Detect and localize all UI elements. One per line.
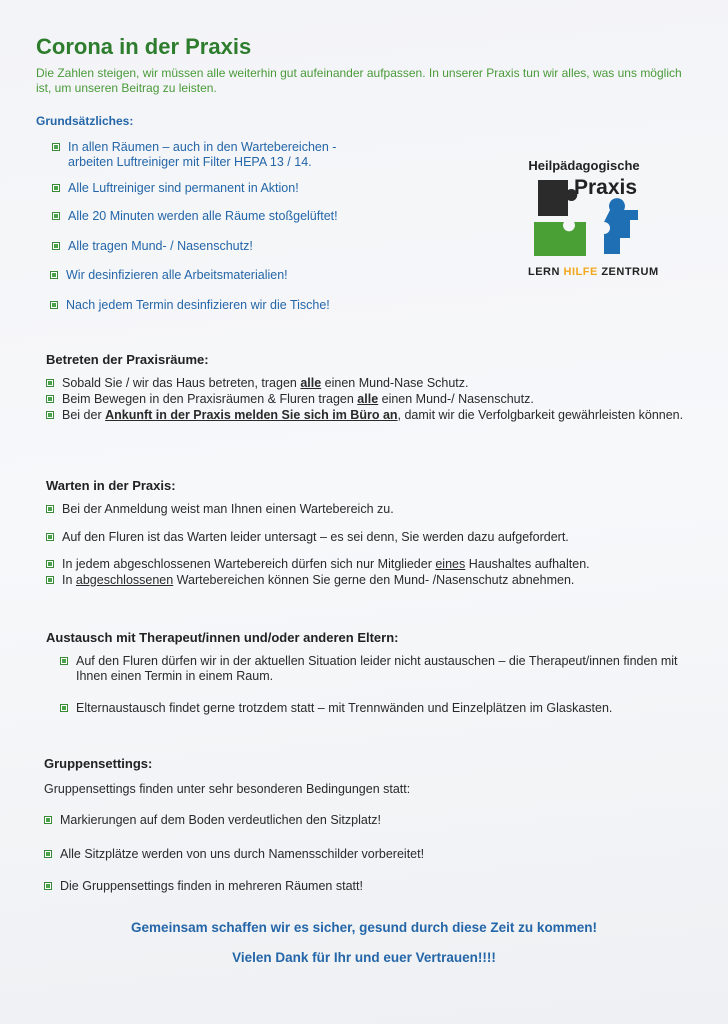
list-item: Nach jedem Termin desinfizieren wir die Tische! bbox=[50, 298, 330, 313]
bullet-icon bbox=[46, 505, 54, 513]
list-item: Markierungen auf dem Boden verdeutlichen den Sitzplatz! bbox=[44, 813, 381, 828]
list-item: In allen Räumen – auch in den Wartebereichen - arbeiten Luftreiniger mit Filter HEPA 13 / 14. bbox=[52, 140, 352, 170]
puzzle-piece-dark bbox=[538, 180, 577, 216]
heading-gruppensettings: Gruppensettings: bbox=[44, 756, 153, 771]
bullet-icon bbox=[46, 576, 54, 584]
bullet-icon bbox=[60, 657, 68, 665]
list-item: Alle tragen Mund- / Nasenschutz! bbox=[52, 239, 253, 254]
list-item: Beim Bewegen in den Praxisräumen & Fluren tragen alle einen Mund-/ Nasenschutz. bbox=[46, 392, 534, 407]
logo-text-line3: LERN HILFE ZENTRUM bbox=[528, 266, 659, 278]
list-item: In jedem abgeschlossenen Wartebereich dürfen sich nur Mitglieder eines Haushaltes aufhalten. bbox=[46, 557, 590, 572]
list-item: Alle 20 Minuten werden alle Räume stoßgelüftet! bbox=[52, 209, 338, 224]
bullet-icon bbox=[46, 379, 54, 387]
list-item: Alle Sitzplätze werden von uns durch Namensschilder vorbereitet! bbox=[44, 847, 424, 862]
list-item: Auf den Fluren dürfen wir in der aktuellen Situation leider nicht austauschen – die Therapeut/innen finden mit Ihnen einen Termin in einem Raum. bbox=[60, 654, 700, 684]
bullet-icon bbox=[52, 212, 60, 220]
bullet-icon bbox=[50, 301, 58, 309]
logo-text-line1: Heilpädagogische bbox=[528, 158, 640, 173]
logo-text-line2: Praxis bbox=[574, 176, 638, 199]
heading-grundsaetzliches: Grundsätzliches: bbox=[36, 114, 134, 128]
heading-betreten: Betreten der Praxisräume: bbox=[46, 352, 209, 367]
list-item: In abgeschlossenen Wartebereichen können Sie gerne den Mund- /Nasenschutz abnehmen. bbox=[46, 573, 574, 588]
page-title: Corona in der Praxis bbox=[36, 34, 252, 59]
list-item: Sobald Sie / wir das Haus betreten, tragen alle einen Mund-Nase Schutz. bbox=[46, 376, 469, 391]
heading-warten: Warten in der Praxis: bbox=[46, 478, 176, 493]
bullet-icon bbox=[46, 411, 54, 419]
list-item: Die Gruppensettings finden in mehreren Räumen statt! bbox=[44, 879, 363, 894]
bullet-icon bbox=[52, 184, 60, 192]
puzzle-icon bbox=[528, 176, 648, 266]
bullet-icon bbox=[44, 816, 52, 824]
bullet-icon bbox=[46, 560, 54, 568]
puzzle-piece-green bbox=[534, 222, 586, 256]
list-item: Bei der Anmeldung weist man Ihnen einen Wartebereich zu. bbox=[46, 502, 394, 517]
footer-line1: Gemeinsam schaffen wir es sicher, gesund durch diese Zeit zu kommen! bbox=[131, 920, 597, 935]
bullet-icon bbox=[44, 850, 52, 858]
praxis-logo bbox=[524, 158, 664, 286]
list-item: Wir desinfizieren alle Arbeitsmaterialien! bbox=[50, 268, 288, 283]
list-item: Auf den Fluren ist das Warten leider untersagt – es sei denn, Sie werden dazu aufgefordert. bbox=[46, 530, 569, 545]
gruppe-intro: Gruppensettings finden unter sehr besonderen Bedingungen statt: bbox=[44, 782, 411, 796]
bullet-icon bbox=[46, 533, 54, 541]
bullet-icon bbox=[60, 704, 68, 712]
list-item: Bei der Ankunft in der Praxis melden Sie sich im Büro an, damit wir die Verfolgbarkeit gewährleisten können. bbox=[46, 408, 686, 423]
bullet-icon bbox=[50, 271, 58, 279]
heading-austausch: Austausch mit Therapeut/innen und/oder anderen Eltern: bbox=[46, 630, 399, 645]
list-item: Alle Luftreiniger sind permanent in Aktion! bbox=[52, 181, 299, 196]
bullet-icon bbox=[44, 882, 52, 890]
intro-text: Die Zahlen steigen, wir müssen alle weiterhin gut aufeinander aufpassen. In unserer Praxis tun wir alles, was uns möglich ist, um unseren Beitrag zu leisten. bbox=[36, 66, 682, 95]
puzzle-piece-blue bbox=[604, 198, 638, 254]
footer-line2: Vielen Dank für Ihr und euer Vertrauen!!!! bbox=[232, 950, 496, 965]
bullet-icon bbox=[52, 242, 60, 250]
list-item: Elternaustausch findet gerne trotzdem statt – mit Trennwänden und Einzelplätzen im Glaskasten. bbox=[60, 701, 612, 716]
bullet-icon bbox=[46, 395, 54, 403]
bullet-icon bbox=[52, 143, 60, 151]
